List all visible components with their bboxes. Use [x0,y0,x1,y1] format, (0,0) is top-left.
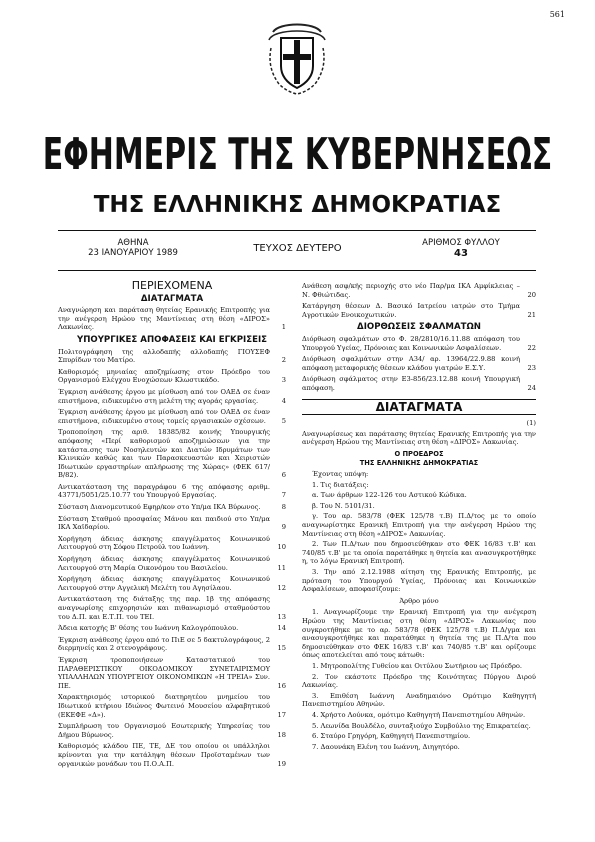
contents-entry [58,535,286,552]
contents-entry-text: Σύσταση Σταθμού προσφαίας Μάνου και παιδιού στο Υπ/μα ΙΚΑ Χαϊδαρίου. [58,514,270,532]
contents-entry [58,742,286,768]
section-decrees-list [58,306,286,332]
contents-entry [58,693,286,719]
contents-entry-text: Ανάθεση ασφ/κής περιοχής στο νέο Παρ/μα ΙΚΑ Αμφίκλειας – Ν. Φθιώτιδας. [302,282,520,299]
sheet-number-label: ΑΡΙΘΜΟΣ ΦΥΛΛΟΥ [422,238,500,248]
contents-entry-page: 15 [277,644,286,653]
contents-entry [58,483,286,500]
president-subtitle: ΤΗΣ ΕΛΛΗΝΙΚΗΣ ΔΗΜΟΚΡΑΤΙΑΣ [359,458,479,467]
contents-entry-text: Χορήγηση άδειας άσκησης επαγγέλματος Κοινωνικού Λειτουργού στη Μαρία Οικονόμου του Βασιλείου. [58,555,270,572]
contents-entry-page: 2 [281,356,286,365]
decree-intro: Αναγνωρίσεως και παράτασης θητείας Ερανικής Επιτροπής για την ανέγερση Ηρώου της Μαντίνειας στη θέση «ΔΙΡΟΣ» Λακωνίας. [302,429,536,447]
contents-entry-page: 16 [277,681,286,690]
issue-type [215,243,380,254]
contents-entry-page: 4 [281,396,286,405]
contents-column-left [58,279,286,771]
contents-entry-text: Καθορισμός μηνιαίας αποζημίωσης στον Πρόεδρο του Οργανισμού Ελέγχου Ενοχώσεων Κλωστικάδο. [58,367,270,385]
sheet-number: 43 [454,248,468,259]
consideration-paragraph: β. Του Ν. 5101/31. [312,501,375,510]
divider-bottom [58,270,536,271]
masthead-subtitle: ΤΗΣ ΕΛΛΗΝΙΚΗΣ ΔΗΜΟΚΡΑΤΙΑΣ [93,192,502,218]
errata-list [302,335,536,393]
president-title: Ο ΠΡΟΕΔΡΟΣ [394,449,444,458]
right-top-list [302,282,536,319]
contents-entry [58,306,286,332]
consideration-paragraph: γ. Του αρ. 583/78 (ΦΕΚ 125/78 τ.Β) Π.Δ/τος με το οποίο αναγνωρίστηκε Ερανική Επιτροπή για την ανέγερση Ηρώου της Μαντίνειας στη θέση «ΔΙΡΟΣ» Λακωνίας. [302,512,536,538]
sheet-number-block [386,238,536,259]
contents-entry-page: 19 [277,759,286,768]
issue-place-date [58,238,208,258]
contents-entry [58,428,286,480]
issue-date: 23 ΙΑΝΟΥΑΡΙΟΥ 1989 [88,248,178,258]
contents-entry-page: 21 [527,310,536,319]
contents-entry [58,595,286,621]
contents-entry-text: Χορήγηση άδειας άσκησης επαγγέλματος Κοινωνικού Λειτουργού στην Αγγελική Μελέτη του Αγησίλαου. [58,575,270,592]
contents-entry [58,388,286,405]
contents-entry [58,555,286,572]
contents-entry [58,348,286,365]
contents-entry-page: 8 [281,503,286,512]
contents-entry-text: Καθορισμός κλάδου ΠΕ, ΤΕ, ΔΕ του οποίου οι υπάλληλοι κρίνονται για την κατάληψη θέσεων Προϊσταμένων των οργανικών μονάδων του Π.Ο.Α.Π. [58,742,270,768]
contents-entry [302,335,536,352]
contents-entry [58,368,286,385]
contents-entry [302,375,536,392]
committee-members-list [302,662,536,751]
committee-member: 6. Σταύρο Γρηγόρη, Καθηγητή Πανεπιστημίου. [312,732,471,741]
errata-title: ΔΙΟΡΘΩΣΕΙΣ ΣΦΑΛΜΑΤΩΝ [357,322,481,333]
contents-entry-page: 6 [281,471,286,480]
contents-entry [58,575,286,592]
contents-entry [58,515,286,532]
contents-entry-text: Συμπλήρωση του Οργανισμού Εσωτερικής Υπηρεσίας του Δήμου Βύρωνος. [58,722,270,739]
committee-member: 1. Μητροπολίτης Γυθείου και Οιτύλου Σωτήριου ως Πρόεδρο. [312,661,523,670]
consideration-paragraph: α. Των άρθρων 122-126 του Αστικού Κώδικα. [312,491,467,500]
contents-entry-text: Χορήγηση άδειας άσκησης επαγγέλματος Κοινωνικού Λειτουργού στη Σόφου Πετρούλ του Ιωάννη. [58,534,270,552]
section-ministerial-list [58,348,286,769]
contents-entry-page: 9 [281,523,286,532]
contents-entry-text: Έγκριση ανάθεσης έργου με μίσθωση από τον ΟΑΕΔ σε έναν επιστήμονα, ειδικευμένο στη μελέτη της αγοράς εργασίας. [58,387,270,405]
committee-member: 5. Λεωνίδα Βουλδέλο, συνταξιούχο Συμβούλιο της Επικρατείας. [312,721,531,730]
contents-entry-text: Σύσταση Διανομευτικού Εφηρ/κον στο Υπ/μα ΙΚΑ Βύρωνος. [58,503,261,512]
contents-entry-page: 14 [277,624,286,633]
contents-entry [58,503,286,512]
contents-entry [58,636,286,653]
contents-entry-text: Κατάργηση θέσεων Δ. Βασικό Ιατρείου ιατρών στο Τμήμα Αγροτικών Ενοικοχωτικών. [302,302,520,319]
masthead-title: ΕΦΗΜΕΡΙΣ ΤΗΣ ΚΥΒΕΡΝΗΣΕΩΣ [42,130,553,181]
article-text: 1. Αναγνωρίζουμε την Ερανική Επιτροπή για την ανέγερση Ηρώου της Μαντίνειας στη θέση «ΔΙΡΟΣ» Λακωνίας που συγκροτήθηκε με το αρ. 583/78 (ΦΕΚ 125/78 τ.Β) Π.Δ/γμα και ανασυγκροτήθηκε και παρατάθηκε η θητεία της με Π.Δ/τα που δημοσιεύθηκαν στο ΦΕΚ 16/83 τ.Β' και 740/85 τ.Β' και ορίζουμε όπως αποτελείται από τους κάτωθι: [302,608,536,660]
contents-entry-page: 18 [277,730,286,739]
contents-entry-text: Χαρακτηρισμός ιστορικού διατηρητέου μνημείου του Ιδιωτικού κτήριου Ιδιώνος Φωτεινό Μουσείου αλφαβητικού (ΕΚΕΦΕ «Δ»). [58,693,270,719]
decrees-heading: ΔΙΑΤΑΓΜΑΤΑ [302,399,536,416]
contents-entry-page: 22 [527,343,536,352]
coat-of-arms-emblem [267,18,327,96]
contents-entry [58,408,286,425]
contents-title: ΠΕΡΙΕΧΟΜΕΝΑ [131,279,213,292]
contents-entry [302,302,536,319]
page-number: 561 [549,10,565,19]
contents-entry-text: Έγκριση τροποποιήσεων Καταστατικού του ΠΑΡΑΘΕΡΙΣΤΙΚΟΥ ΟΙΚΟΔΟΜΙΚΟΥ ΣΥΝΕΤΑΙΡΙΣΜΟΥ ΥΠΑΛΛΗΛΩΝ ΥΠΟΥΡΓΕΙΟΥ ΟΙΚΟΝΟΜΙΚΩΝ «Η ΤΡΕΙΑ» Συν. ΠΕ. [58,655,270,690]
contents-entry [302,355,536,372]
contents-column-right [302,282,536,753]
committee-member: 2. Τον εκάστοτε Πρόεδρο της Κοινότητας Πύργου Διρού Λακωνίας. [302,672,536,690]
divider-top [58,230,536,231]
contents-entry-text: Αναγνώρηση και παράταση θητείας Ερανικής Επιτροπής για την ανέγερση Ηρώου της Μαντίνειας στη θέση «ΔΙΡΟΣ» Λακωνίας. [58,306,270,332]
section-ministerial-title: ΥΠΟΥΡΓΙΚΕΣ ΑΠΟΦΑΣΕΙΣ ΚΑΙ ΕΓΚΡΙΣΕΙΣ [76,334,268,345]
contents-entry-page: 7 [281,491,286,500]
contents-entry-text: Τροποποίηση της αριθ. 18385/82 κοινής Υπουργικής απόφασης «Περί καθορισμού αποζημιώσεων για την κατάστα.σης των Νοσηλευτών και Διατών Ιδρυμάτων των Κλινικών καθώς και των Παρασκευαστών και Χειριστών Ιδιωτικών εργαστηρίων απλήρωσης της Χώρας» (ΦΕΚ 617/Β/82). [58,428,270,480]
contents-entry-page: 12 [277,583,286,592]
contents-entry-page: 10 [277,543,286,552]
contents-entry-text: Διόρθωση σφαλμάτων στην Α34/ αρ. 13964/22.9.88 κοινή απόφαση μεταφορικής θέσεων κλάδου γιατρών Ε.Σ.Υ. [302,355,520,372]
contents-entry-text: Διόρθωση σφαλμάτων στο Φ. 28/2810/16.11.88 απόφαση του Υπουργού Υγείας, Πρόνοιας και Κοινωνικών Ασφαλίσεων. [302,334,520,352]
contents-entry [302,282,536,299]
consideration-paragraph: 1. Τις διατάξεις: [312,480,369,489]
committee-member: 7. Δαουνάκη Ελένη του Ιωάννη, Διηγητόρο. [312,742,460,751]
contents-entry-page: 13 [277,612,286,621]
contents-entry-text: Αντικατάσταση της παραγράφου 6 της απόφασης αριθμ. 43771/5051/25.10.77 του Υπουργού Εργασίας. [58,482,270,500]
committee-member: 3. Επιθέση Ιωάννη Αναδημαιόνο Ομότιμο Καθηγητή Πανεπιστημίου Αθηνών. [302,691,536,709]
contents-entry-text: Διόρθωση σφάλματος στην Ε3-856/23.12.88 κοινή Υπουργική απόφαση. [302,375,520,392]
decree-number: (1) [526,419,536,428]
article-title: Άρθρο μόνο [399,596,439,605]
contents-entry-text: Αντικατάσταση της διάταξης της παρ. 1β της απόφασης αναγνωρίσης επιχορησιών και πιθανωρισμό σταθμούστου του Δ.Π. και Ε.Τ.Π. του ΤΕΙ. [58,595,270,621]
contents-entry [58,722,286,739]
having-regard: Έχοντας υπόψη: [312,470,369,479]
contents-entry-text: Άδεια κατοχής Β' θέσης του Ιωάννη Καλογρόπουλου. [58,624,239,633]
issue-type-label: ΤΕΥΧΟΣ ΔΕΥΤΕΡΟ [253,243,342,254]
consideration-paragraph: 2. Των Π.Δ/των που δημοσιεύθηκαν στο ΦΕΚ 16/83 τ.Β' και 740/85 τ.Β' με τα οποία παρατάθηκε η θητεία και ανασυγκροτήθηκε η, το λόγω Ερανική Επιτροπή. [302,540,536,566]
contents-entry-page: 11 [277,563,286,572]
contents-entry-page: 3 [281,376,286,385]
contents-entry-text: Πολιτογράφηση της αλλοδαπής αλλοδαπής ΓΙΟΥΣΕΦ Σπυρίδων του Ματίρο. [58,347,270,365]
considerations-list [302,481,536,594]
contents-entry-page: 5 [281,416,286,425]
issue-city: ΑΘΗΝΑ [117,238,149,248]
contents-entry [58,624,286,633]
contents-entry-page: 1 [281,323,286,332]
contents-entry-page: 20 [527,290,536,299]
contents-entry [58,656,286,690]
section-decrees-title: ΔΙΑΤΑΓΜΑΤΑ [140,293,204,304]
contents-entry-page: 17 [277,710,286,719]
committee-member: 4. Χρήστο Λούνκα, ομότιμο Καθηγητή Πανεπιστημίου Αθηνών. [312,710,526,719]
contents-entry-text: Έγκριση ανάθεσης έργου από το ΠιΕ σε 5 δακτυλογράφους, 2 διερμηνείς και 2 στενογράφους. [58,635,270,653]
contents-entry-page: 24 [527,383,536,392]
consideration-paragraph: 3. Την από 2.12.1988 αίτηση της Ερανικής Επιτροπής, με πρόταση του Υπουργού Υγείας, Πρόνοιας και Κοινωνικών Ασφαλίσεων, αποφασίζουμε: [302,568,536,594]
contents-entry-text: Έγκριση ανάθεσης έργου με μίσθωση από τον ΟΑΕΔ σε έναν επιστήμονα, ειδικευμένο στους τομείς εργασιακών σχέσεων. [58,408,270,425]
contents-entry-page: 23 [527,363,536,372]
